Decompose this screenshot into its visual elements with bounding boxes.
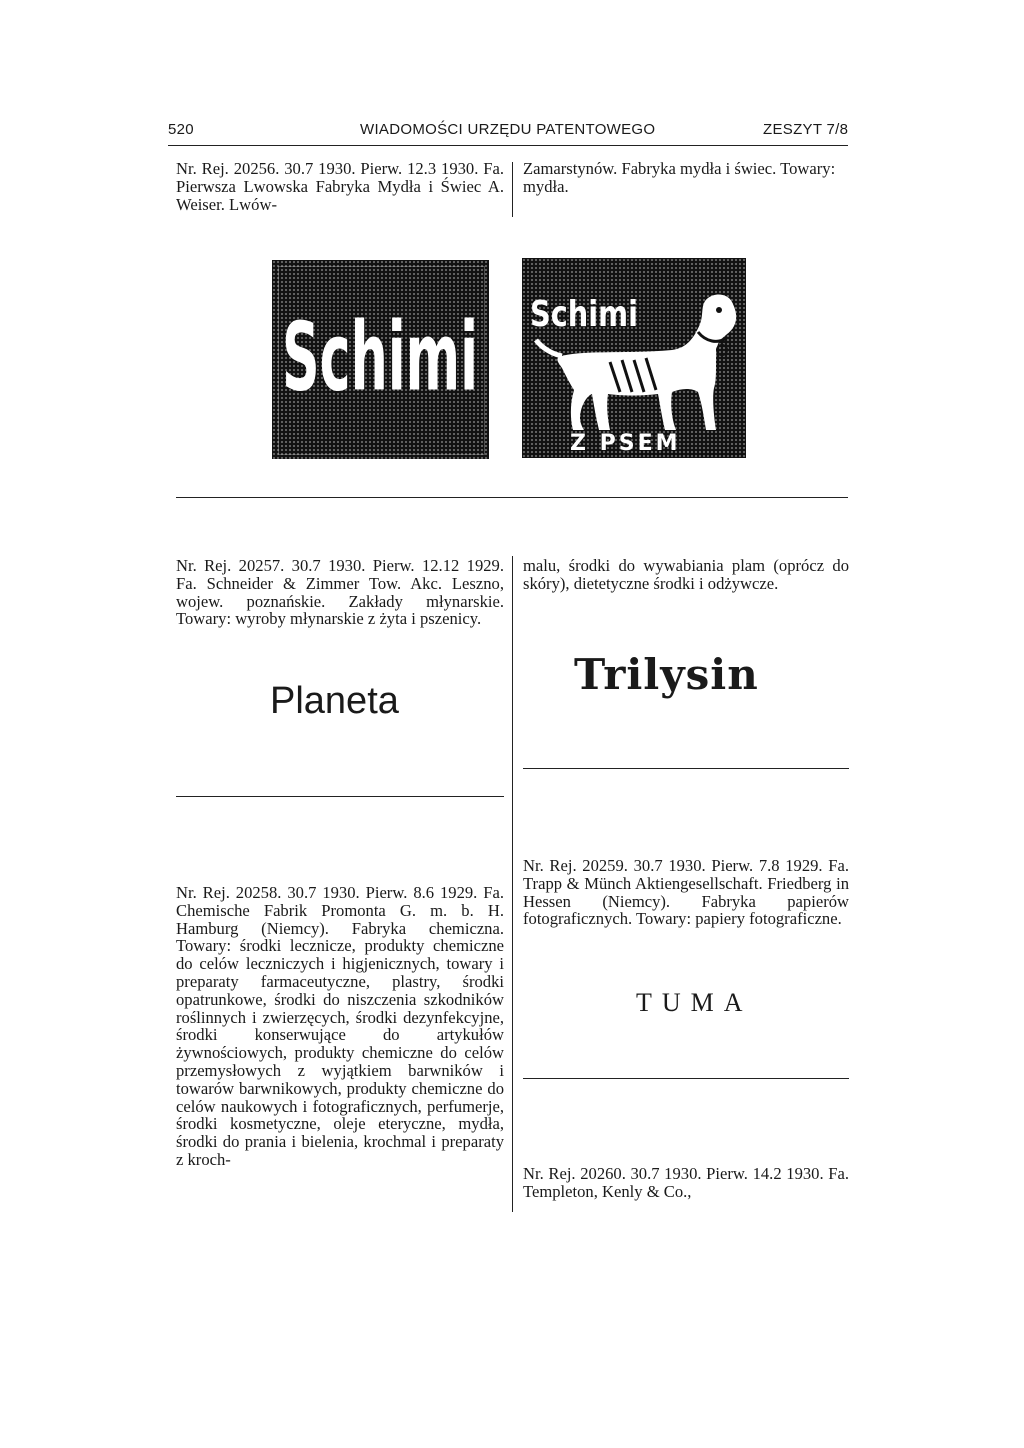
trademark-tuma: TUMA [636, 988, 753, 1017]
entry-20259-text: Nr. Rej. 20259. 30.7 1930. Pierw. 7.8 1929. Fa. Trapp & Münch Aktiengesellschaft. Friedberg in Hessen (Niemcy). Fabryka papierów fotograficznych. Towary: papiery fotograficzne. [523, 856, 849, 929]
entry-20260 [523, 1165, 849, 1201]
entry-20256-right [523, 160, 849, 196]
entry-20256-left [176, 160, 504, 213]
page-number: 520 [168, 121, 194, 138]
trademark-planeta: Planeta [270, 680, 399, 722]
schimi-dog-caption: Z PSEM [570, 431, 681, 456]
entry-separator [523, 768, 849, 769]
entry-20260-text: Nr. Rej. 20260. 30.7 1930. Pierw. 14.2 1930. Fa. Templeton, Kenly & Co., [523, 1164, 849, 1201]
issue-number: ZESZYT 7/8 [763, 121, 849, 138]
entry-20257-text: Nr. Rej. 20257. 30.7 1930. Pierw. 12.12 1929. Fa. Schneider & Zimmer Tow. Akc. Leszno, wojew. poznańskie. Zakłady młynarskie. Towary: wyroby młynarskie z żyta i pszenicy. [176, 556, 504, 629]
header-rule [168, 145, 848, 146]
column-divider [512, 162, 513, 217]
schimi-logo-text-svg [272, 260, 489, 459]
entry-20257 [176, 557, 504, 628]
schimi-logo-word: Schimi [282, 302, 478, 413]
schimi-dog-word: Schimi [530, 294, 638, 335]
column-divider [512, 556, 513, 1212]
entry-20259 [523, 857, 849, 928]
entry-20258-text: Nr. Rej. 20258. 30.7 1930. Pierw. 8.6 1929. Fa. Chemische Fabrik Promonta G. m. b. H. Hamburg (Niemcy). Fabryka chemiczna. Towary: środki lecznicze, produkty chemiczne do celów leczniczych i higjenicznych, towary i preparaty farmaceutyczne, plastry, środki opatrunkowe, środki do niszczenia szkodników roślinnych i zwierzęcych, środki dezynfekcyjne, środki konserwujące do artykułów żywnościowych, produkty chemiczne do celów przemysłowych z wyjątkiem barwników i towarów barwnikowych, produkty chemiczne do celów naukowych i fotograficznych, perfumerje, środki kosmetyczne, oleje eteryczne, mydła, środki do prania i bielenia, krochmal i preparaty z kroch- [176, 883, 504, 1169]
entry-20257-continuation-text: malu, środki do wywabiania plam (oprócz do skóry), dietetyczne środki i odżywcze. [523, 556, 849, 593]
journal-title: WIADOMOŚCI URZĘDU PATENTOWEGO [360, 121, 656, 138]
entry-separator [176, 796, 504, 797]
entry-separator [523, 1078, 849, 1079]
trademark-trilysin: Trilysin [574, 650, 759, 699]
schimi-dog-svg [522, 258, 746, 458]
entry-20257-continuation [523, 557, 849, 593]
schimi-logo [272, 260, 489, 459]
entry-20256-right-text: Zamarstynów. Fabryka mydła i świec. Towary: mydła. [523, 159, 836, 196]
entry-20258 [176, 884, 504, 1169]
entry-separator [176, 497, 848, 498]
schimi-dog-logo [522, 258, 746, 458]
entry-20256-left-text: Nr. Rej. 20256. 30.7 1930. Pierw. 12.3 1930. Fa. Pierwsza Lwowska Fabryka Mydła i Świec A. Weiser. Lwów- [176, 159, 504, 214]
